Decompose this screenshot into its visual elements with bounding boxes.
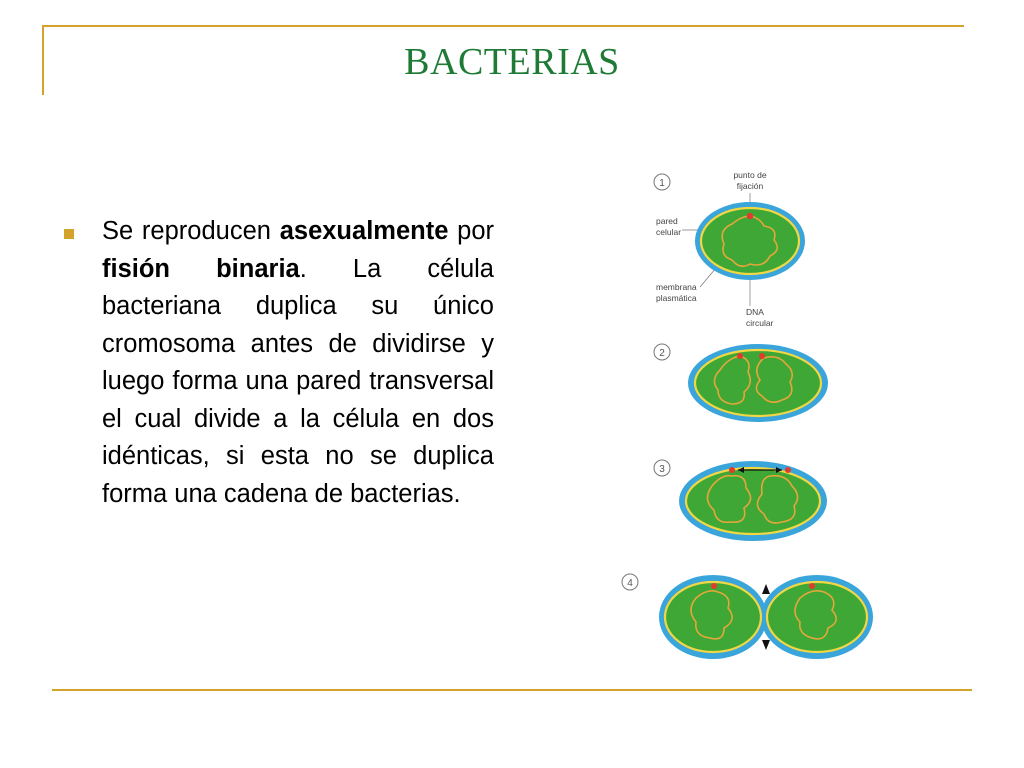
attachment-point	[711, 583, 717, 589]
step-4	[622, 574, 873, 659]
attachment-point	[737, 353, 743, 359]
label-pared: pared	[656, 216, 678, 226]
label-membrana: membrana	[656, 282, 697, 292]
label-plasmatica: plasmática	[656, 293, 697, 303]
step-1	[654, 170, 805, 328]
step-4-number: 4	[627, 578, 633, 589]
attachment-point	[809, 583, 815, 589]
plasma-membrane	[686, 468, 820, 534]
label-celular: celular	[656, 227, 682, 237]
slide-title: BACTERIAS	[404, 41, 620, 83]
label-dna: DNA	[746, 307, 764, 317]
body-text	[102, 213, 494, 513]
bold-fision-binaria: fisión binaria	[102, 254, 300, 283]
attachment-point	[729, 467, 735, 473]
attachment-point	[785, 467, 791, 473]
bottom-border-line	[52, 689, 972, 691]
top-border-line	[42, 25, 964, 27]
body-text-2: por	[448, 217, 494, 245]
body-text-1: Se reproducen	[102, 217, 280, 245]
bold-asexualmente: asexualmente	[279, 217, 449, 245]
step-2	[654, 344, 828, 422]
attachment-point	[747, 213, 753, 219]
plasma-membrane-right	[767, 582, 867, 652]
body-text-3: . La célula bacteriana duplica su único cromosoma antes de dividirse y luego forma una pared transversal el cual divide a la célula en dos idénticas, si esta no se duplica forma una cadena de bacterias.	[102, 254, 494, 508]
step-2-number: 2	[659, 348, 665, 359]
attachment-point	[759, 353, 765, 359]
step-3	[654, 460, 827, 541]
step-1-number: 1	[659, 178, 665, 189]
step-3-number: 3	[659, 464, 665, 475]
label-fijacion: fijación	[736, 181, 764, 191]
label-circular: circular	[746, 318, 774, 328]
label-punto-de: punto de	[733, 170, 767, 180]
plasma-membrane-left	[665, 582, 761, 652]
bullet-marker	[64, 229, 74, 239]
binary-fission-diagram	[612, 162, 882, 672]
